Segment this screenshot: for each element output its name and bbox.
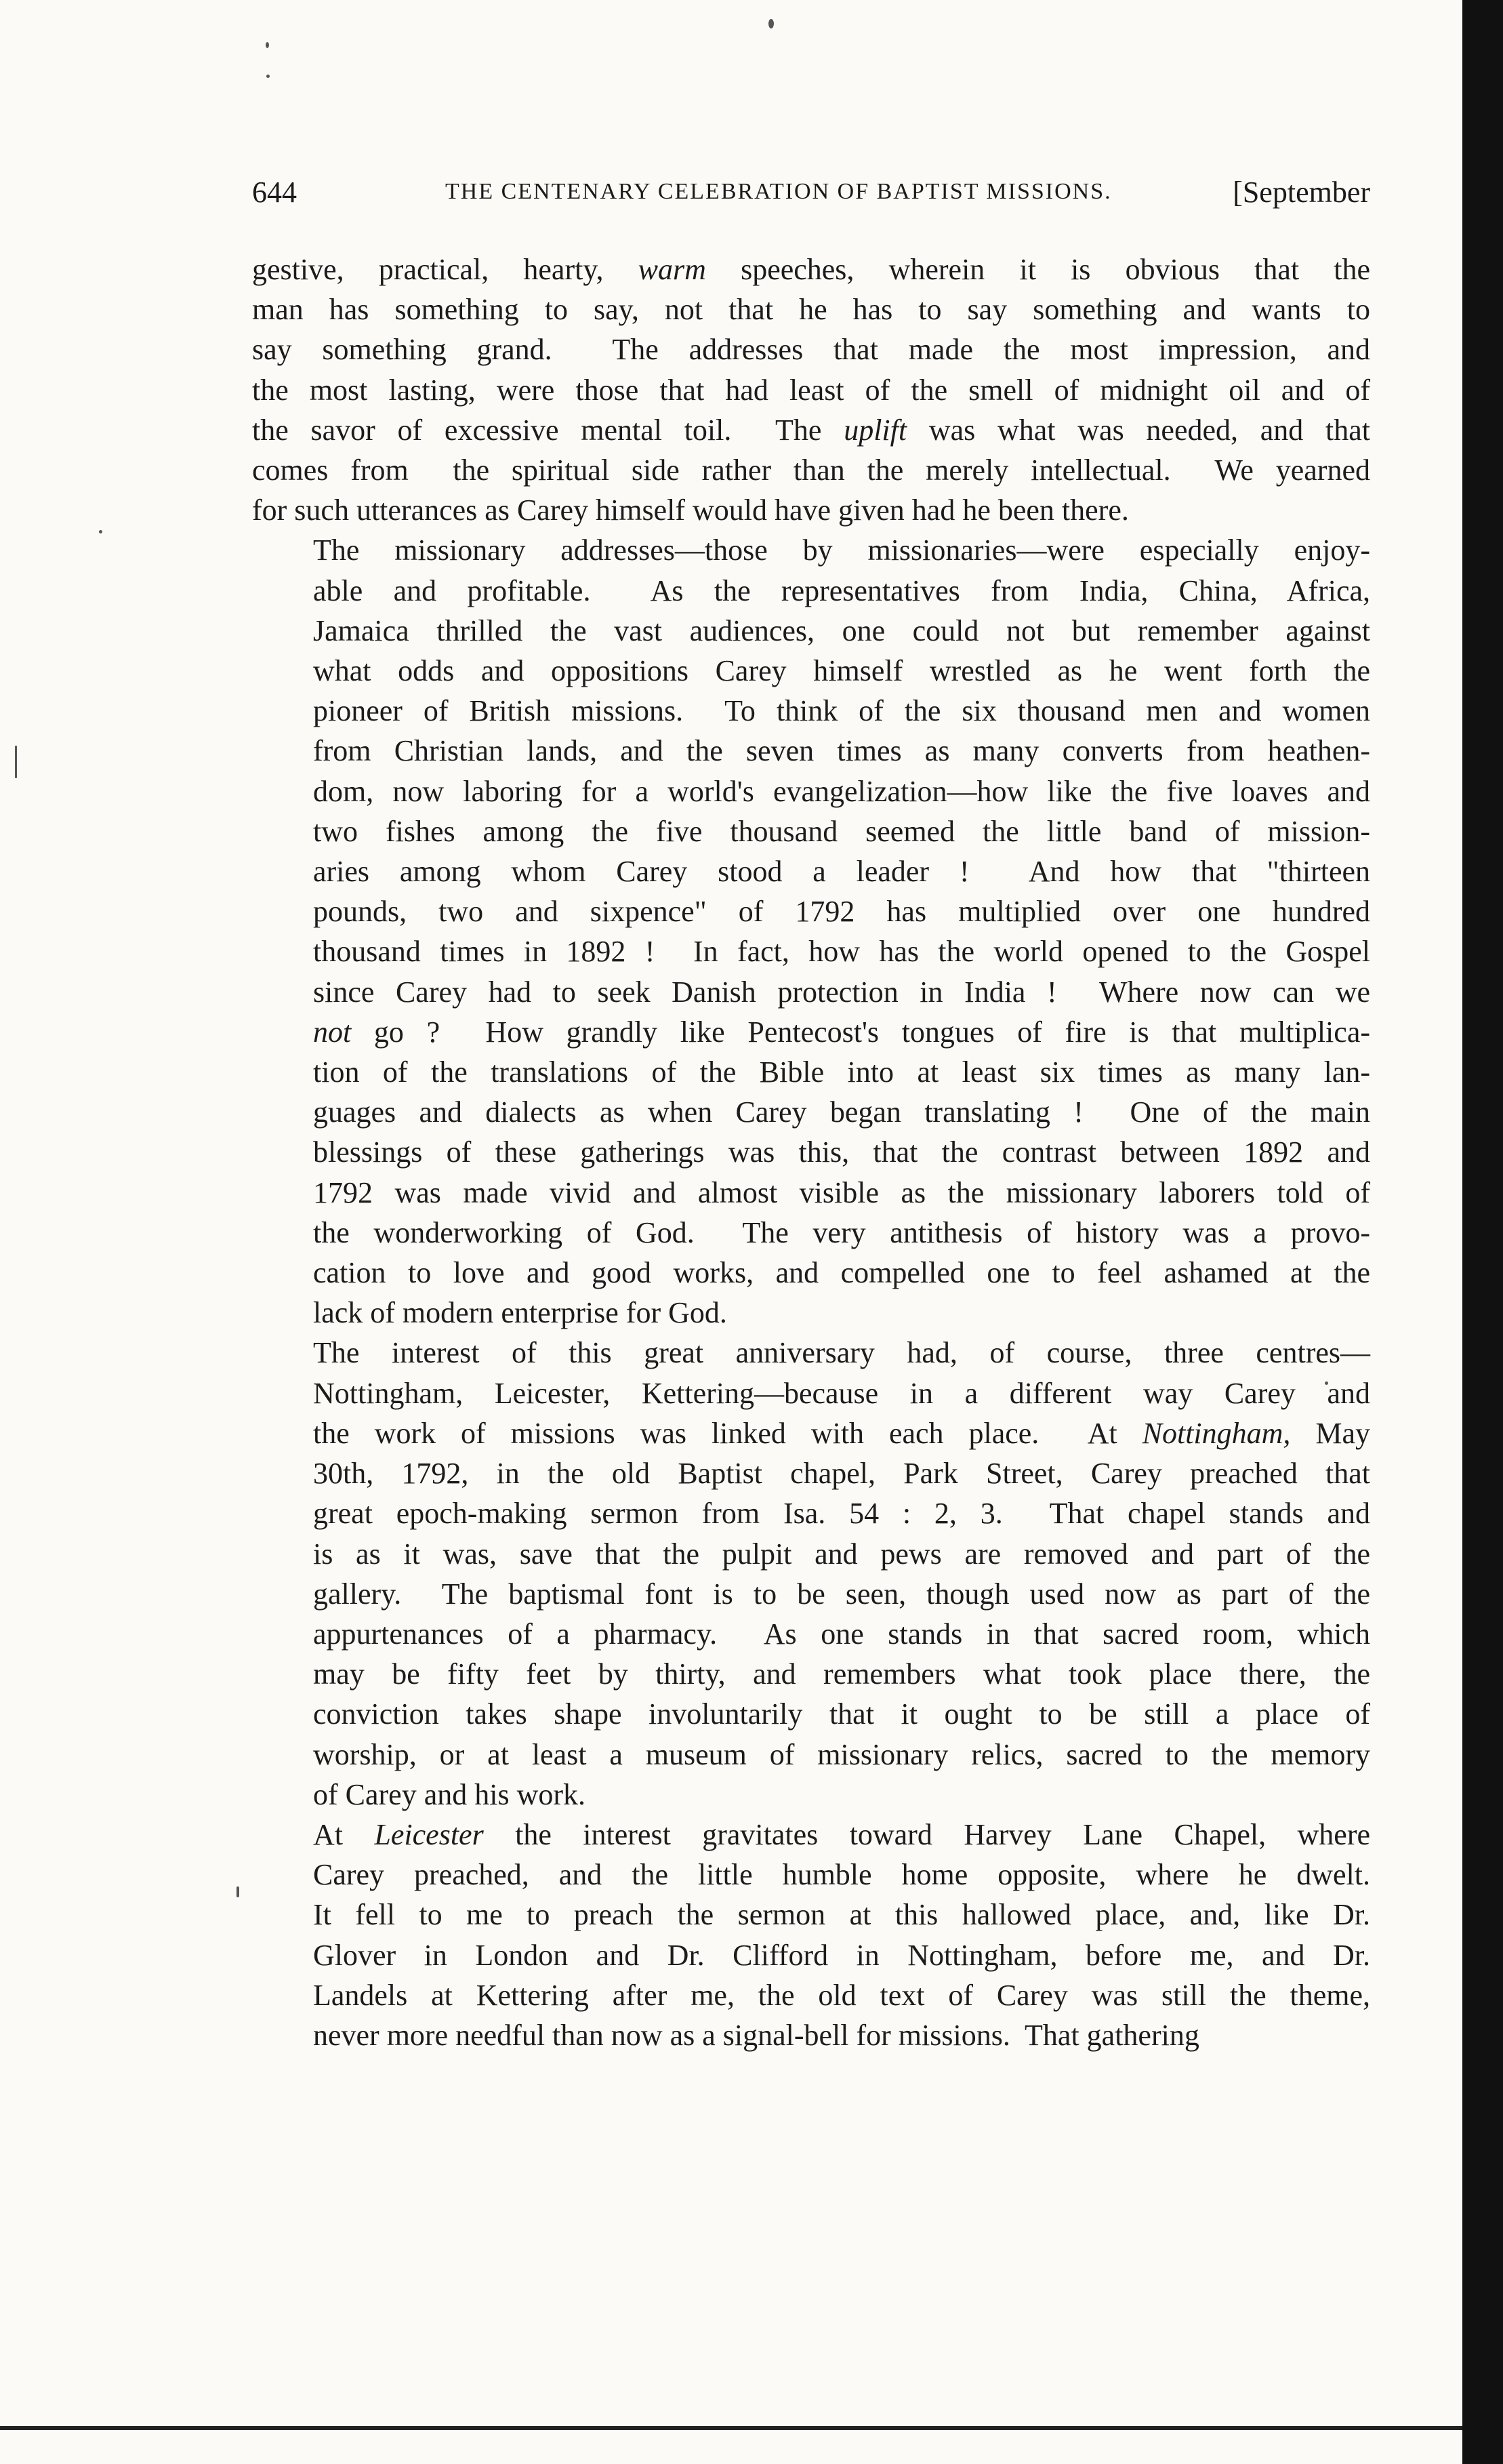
text-segment: never more needful than now as a signal-bell for missions. That gathering (313, 2018, 1199, 2052)
scan-speck (768, 19, 774, 28)
text-line (252, 1975, 1370, 2015)
text-segment: of Carey and his work. (313, 1777, 586, 1811)
text-segment: great epoch-making sermon from Isa. 54 : 2, 3. That chapel stands and (313, 1497, 1370, 1531)
text-line (252, 1654, 1370, 1694)
text-segment: is as it was, save that the pulpit and pews are removed and part of the (313, 1537, 1370, 1571)
text-segment: the most lasting, were those that had least of the smell of midnight oil and of (252, 373, 1370, 407)
text-segment: The interest of this great anniversary had, of course, three centres— (313, 1336, 1370, 1370)
text-segment: was what was needed, and that (907, 413, 1370, 447)
text-segment: say something grand. The addresses that made the most impression, and (252, 333, 1370, 367)
paragraph (252, 249, 1370, 530)
running-title: THE CENTENARY CELEBRATION OF BAPTIST MISSIONS. (445, 179, 1112, 204)
italic-text: not (313, 1015, 352, 1049)
text-segment: man has something to say, not that he has to say something and wants to (252, 293, 1370, 327)
text-segment: The missionary addresses—those by missionaries—were especially enjoy- (313, 533, 1370, 567)
text-segment: It fell to me to preach the sermon at this hallowed place, and, like Dr. (313, 1898, 1370, 1932)
paragraph (252, 1815, 1370, 2055)
text-segment: pioneer of British missions. To think of the six thousand men and women (313, 694, 1370, 728)
text-line (252, 1012, 1370, 1052)
italic-text: Nottingham, (1142, 1416, 1291, 1450)
text-segment: comes from the spiritual side rather than the merely intellectual. We yearned (252, 453, 1370, 487)
text-line (252, 1213, 1370, 1253)
text-line (252, 1815, 1370, 1855)
italic-text: warm (638, 253, 706, 286)
text-line (252, 891, 1370, 931)
body-text (252, 249, 1370, 2055)
text-line (252, 1173, 1370, 1213)
text-segment: aries among whom Carey stood a leader ! And how that "thirteen (313, 855, 1370, 889)
text-line (252, 1092, 1370, 1132)
text-line (252, 1574, 1370, 1614)
text-segment: the wonderworking of God. The very antithesis of history was a provo- (313, 1215, 1370, 1249)
text-line (252, 1935, 1370, 1975)
text-segment: able and profitable. As the representatives from India, China, Africa, (313, 573, 1370, 607)
text-line (252, 972, 1370, 1012)
text-segment: the savor of excessive mental toil. The (252, 413, 844, 447)
text-line (252, 1333, 1370, 1373)
text-segment: guages and dialects as when Carey began translating ! One of the main (313, 1095, 1370, 1129)
scan-speck (266, 42, 269, 48)
text-line (252, 450, 1370, 490)
text-segment: speeches, wherein it is obvious that the (705, 253, 1371, 286)
text-segment: for such utterances as Carey himself would have given had he been there. (252, 493, 1129, 527)
text-segment: from Christian lands, and the seven times as many converts from heathen- (313, 734, 1370, 768)
paragraph (252, 530, 1370, 1333)
running-header (252, 175, 1370, 216)
text-segment: Nottingham, Leicester, Kettering—because in a different way Carey and (313, 1376, 1370, 1410)
text-line (252, 1895, 1370, 1935)
text-segment: two fishes among the five thousand seemed the little band of mission- (313, 814, 1370, 848)
paragraph (252, 1333, 1370, 1814)
text-line (252, 370, 1370, 410)
text-line (252, 1052, 1370, 1092)
scan-speck (99, 530, 102, 533)
text-line (252, 1373, 1370, 1413)
text-segment: 30th, 1792, in the old Baptist chapel, Park Street, Carey preached that (313, 1457, 1370, 1491)
scan-speck (15, 746, 17, 778)
text-segment: the work of missions was linked with each place. At (313, 1416, 1142, 1450)
text-line (252, 1413, 1370, 1453)
scan-speck (236, 1886, 239, 1897)
page-bottom-edge (0, 2426, 1462, 2430)
running-month: [September (1233, 176, 1370, 209)
text-segment: cation to love and good works, and compelled one to feel ashamed at the (313, 1256, 1370, 1290)
text-segment: the interest gravitates toward Harvey Lane Chapel, where (483, 1817, 1371, 1851)
text-line (252, 611, 1370, 651)
text-line (252, 1775, 1370, 1815)
text-segment: may be fifty feet by thirty, and remembers what took place there, the (313, 1657, 1370, 1691)
text-segment: Jamaica thrilled the vast audiences, one could not but remember against (313, 613, 1370, 647)
text-segment: go ? How grandly like Pentecost's tongues of fire is that multiplica- (351, 1015, 1370, 1049)
text-line (252, 731, 1370, 771)
text-segment: Carey preached, and the little humble home opposite, where he dwelt. (313, 1858, 1370, 1892)
text-line (252, 931, 1370, 971)
text-segment: thousand times in 1892 ! In fact, how has the world opened to the Gospel (313, 935, 1370, 969)
text-line (252, 691, 1370, 731)
text-segment: pounds, two and sixpence" of 1792 has multiplied over one hundred (313, 895, 1370, 929)
text-line (252, 1132, 1370, 1172)
text-line (252, 410, 1370, 450)
text-line (252, 811, 1370, 851)
text-segment: worship, or at least a museum of missionary relics, sacred to the memory (313, 1737, 1370, 1771)
scan-speck (266, 75, 270, 78)
italic-text: Leicester (374, 1817, 484, 1851)
text-segment: dom, now laboring for a world's evangelization—how like the five loaves and (313, 774, 1370, 808)
text-line (252, 249, 1370, 289)
italic-text: uplift (844, 413, 907, 447)
text-line (252, 1253, 1370, 1293)
text-segment: Glover in London and Dr. Clifford in Nottingham, before me, and Dr. (313, 1938, 1370, 1972)
text-line (252, 1855, 1370, 1895)
text-segment: lack of modern enterprise for God. (313, 1296, 727, 1330)
page-edge-shadow (1462, 0, 1503, 2464)
text-line (252, 1493, 1370, 1533)
text-segment: 1792 was made vivid and almost visible as the missionary laborers told of (313, 1175, 1370, 1209)
text-line (252, 1614, 1370, 1654)
text-line (252, 771, 1370, 811)
text-segment: May (1290, 1416, 1370, 1450)
text-segment: what odds and oppositions Carey himself wrestled as he went forth the (313, 654, 1370, 688)
text-line (252, 1694, 1370, 1734)
text-segment: since Carey had to seek Danish protection in India ! Where now can we (313, 975, 1370, 1009)
text-line (252, 651, 1370, 691)
text-segment: Landels at Kettering after me, the old text of Carey was still the theme, (313, 1978, 1370, 2012)
text-line (252, 851, 1370, 891)
text-line (252, 329, 1370, 369)
text-line (252, 289, 1370, 329)
text-segment: gallery. The baptismal font is to be seen, though used now as part of the (313, 1577, 1370, 1611)
text-line (252, 1293, 1370, 1333)
text-line (252, 490, 1370, 530)
text-line (252, 571, 1370, 611)
text-line (252, 1453, 1370, 1493)
text-segment: gestive, practical, hearty, (252, 253, 638, 286)
page-number: 644 (252, 176, 297, 209)
text-segment: At (313, 1817, 375, 1851)
text-segment: appurtenances of a pharmacy. As one stands in that sacred room, which (313, 1617, 1370, 1651)
text-segment: blessings of these gatherings was this, that the contrast between 1892 and (313, 1135, 1370, 1169)
text-line (252, 1735, 1370, 1775)
text-line (252, 2015, 1370, 2055)
text-segment: tion of the translations of the Bible into at least six times as many lan- (313, 1055, 1370, 1089)
text-segment: conviction takes shape involuntarily that it ought to be still a place of (313, 1697, 1370, 1731)
text-line (252, 530, 1370, 570)
text-line (252, 1534, 1370, 1574)
